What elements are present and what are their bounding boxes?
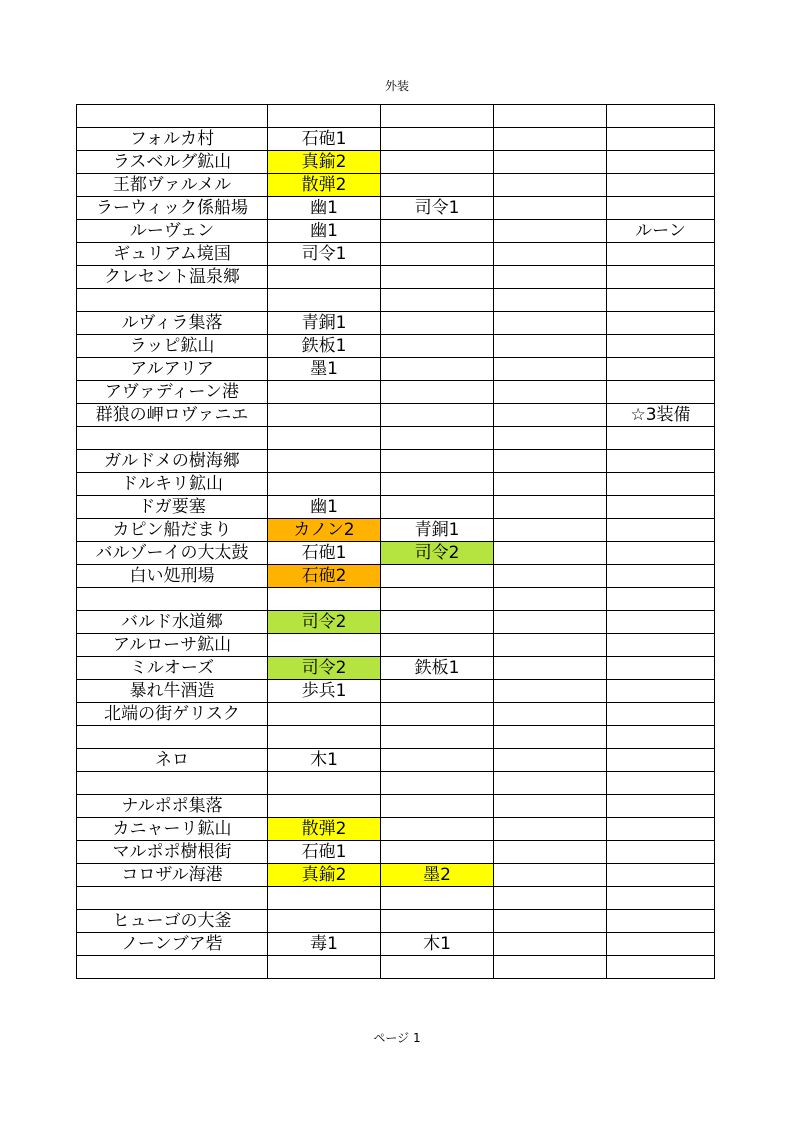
cell-item-2[interactable] — [381, 795, 494, 818]
cell-item-3[interactable] — [494, 841, 607, 864]
cell-item-2[interactable] — [381, 151, 494, 174]
cell-location[interactable]: アルローサ鉱山 — [77, 634, 268, 657]
cell-note[interactable] — [607, 726, 715, 749]
cell-item-3[interactable] — [494, 657, 607, 680]
cell-item-3[interactable] — [494, 105, 607, 128]
table-row — [77, 703, 715, 726]
cell-item-1[interactable] — [268, 726, 381, 749]
cell-note[interactable] — [607, 105, 715, 128]
cell-note[interactable] — [607, 634, 715, 657]
cell-location[interactable]: アルアリア — [77, 358, 268, 381]
table-row — [77, 565, 715, 588]
cell-item-2[interactable] — [381, 266, 494, 289]
cell-note[interactable] — [607, 956, 715, 979]
cell-location[interactable] — [77, 887, 268, 910]
cell-item-1[interactable] — [268, 634, 381, 657]
cell-item-2[interactable]: 木1 — [381, 933, 494, 956]
cell-location[interactable] — [77, 289, 268, 312]
cell-item-2[interactable] — [381, 565, 494, 588]
cell-location[interactable]: マルポポ樹根街 — [77, 841, 268, 864]
cell-item-3[interactable] — [494, 864, 607, 887]
table-row — [77, 105, 715, 128]
cell-item-2[interactable] — [381, 818, 494, 841]
cell-location[interactable] — [77, 588, 268, 611]
cell-item-3[interactable] — [494, 128, 607, 151]
cell-location[interactable]: 王都ヴァルメル — [77, 174, 268, 197]
cell-note[interactable] — [607, 749, 715, 772]
table-row — [77, 795, 715, 818]
table-row — [77, 151, 715, 174]
cell-item-1[interactable]: 司令2 — [268, 611, 381, 634]
table-row — [77, 174, 715, 197]
cell-item-3[interactable] — [494, 220, 607, 243]
table-row — [77, 312, 715, 335]
cell-item-3[interactable] — [494, 634, 607, 657]
cell-item-1[interactable]: 真鍮2 — [268, 864, 381, 887]
cell-location[interactable] — [77, 956, 268, 979]
table-row — [77, 404, 715, 427]
cell-location[interactable]: コロザル海港 — [77, 864, 268, 887]
table-row — [77, 128, 715, 151]
cell-item-1[interactable]: 石砲1 — [268, 128, 381, 151]
cell-item-3[interactable] — [494, 956, 607, 979]
cell-location[interactable]: ミルオーズ — [77, 657, 268, 680]
table-row — [77, 450, 715, 473]
cell-item-3[interactable] — [494, 772, 607, 795]
cell-item-1[interactable] — [268, 289, 381, 312]
cell-item-3[interactable] — [494, 404, 607, 427]
cell-item-1[interactable]: 幽1 — [268, 197, 381, 220]
cell-note[interactable] — [607, 266, 715, 289]
cell-item-1[interactable] — [268, 887, 381, 910]
cell-item-2[interactable] — [381, 381, 494, 404]
cell-item-3[interactable] — [494, 174, 607, 197]
cell-location[interactable] — [77, 427, 268, 450]
page-footer-number: ページ 1 — [373, 1031, 421, 1045]
spreadsheet-table — [76, 104, 715, 979]
table-row — [77, 818, 715, 841]
table-row — [77, 749, 715, 772]
table-row — [77, 519, 715, 542]
table-row — [77, 542, 715, 565]
cell-location[interactable]: バルゾーイの大太鼓 — [77, 542, 268, 565]
cell-location[interactable]: ラーウィック係船場 — [77, 197, 268, 220]
cell-item-2[interactable]: 青銅1 — [381, 519, 494, 542]
cell-location[interactable] — [77, 726, 268, 749]
cell-item-2[interactable] — [381, 358, 494, 381]
cell-note[interactable] — [607, 174, 715, 197]
cell-item-1[interactable] — [268, 910, 381, 933]
cell-item-2[interactable] — [381, 473, 494, 496]
cell-note[interactable]: ルーン — [607, 220, 715, 243]
cell-item-3[interactable] — [494, 289, 607, 312]
table-row — [77, 680, 715, 703]
cell-note[interactable] — [607, 151, 715, 174]
cell-item-3[interactable] — [494, 266, 607, 289]
cell-note[interactable] — [607, 864, 715, 887]
cell-item-1[interactable] — [268, 772, 381, 795]
cell-location[interactable]: ラスベルグ鉱山 — [77, 151, 268, 174]
cell-item-1[interactable]: 石砲1 — [268, 542, 381, 565]
cell-item-2[interactable] — [381, 611, 494, 634]
cell-location[interactable]: ルーヴェン — [77, 220, 268, 243]
cell-note[interactable] — [607, 381, 715, 404]
table-row — [77, 496, 715, 519]
cell-item-1[interactable] — [268, 266, 381, 289]
cell-item-3[interactable] — [494, 450, 607, 473]
table-row — [77, 473, 715, 496]
cell-item-1[interactable] — [268, 105, 381, 128]
cell-note[interactable] — [607, 197, 715, 220]
cell-note[interactable] — [607, 680, 715, 703]
cell-item-1[interactable] — [268, 956, 381, 979]
cell-item-3[interactable] — [494, 381, 607, 404]
cell-item-1[interactable]: 木1 — [268, 749, 381, 772]
cell-item-1[interactable]: カノン2 — [268, 519, 381, 542]
cell-item-3[interactable] — [494, 565, 607, 588]
cell-item-3[interactable] — [494, 151, 607, 174]
table-row — [77, 289, 715, 312]
cell-note[interactable] — [607, 542, 715, 565]
cell-item-2[interactable] — [381, 910, 494, 933]
cell-item-2[interactable] — [381, 496, 494, 519]
cell-location[interactable]: カニャーリ鉱山 — [77, 818, 268, 841]
cell-item-2[interactable] — [381, 634, 494, 657]
cell-location[interactable]: ヒューゴの大釜 — [77, 910, 268, 933]
cell-note[interactable] — [607, 496, 715, 519]
cell-item-1[interactable] — [268, 450, 381, 473]
table-row — [77, 243, 715, 266]
table-row — [77, 841, 715, 864]
cell-item-2[interactable] — [381, 588, 494, 611]
table-row — [77, 358, 715, 381]
cell-note[interactable] — [607, 657, 715, 680]
cell-note[interactable]: ☆3装備 — [607, 404, 715, 427]
cell-item-3[interactable] — [494, 703, 607, 726]
cell-location[interactable]: ナルポポ集落 — [77, 795, 268, 818]
cell-item-2[interactable] — [381, 956, 494, 979]
cell-item-3[interactable] — [494, 335, 607, 358]
cell-item-1[interactable]: 石砲2 — [268, 565, 381, 588]
cell-item-2[interactable] — [381, 243, 494, 266]
cell-item-3[interactable] — [494, 910, 607, 933]
cell-item-1[interactable] — [268, 427, 381, 450]
table-row — [77, 381, 715, 404]
cell-note[interactable] — [607, 910, 715, 933]
table-row — [77, 266, 715, 289]
cell-item-1[interactable]: 青銅1 — [268, 312, 381, 335]
cell-item-3[interactable] — [494, 588, 607, 611]
cell-location[interactable]: ネロ — [77, 749, 268, 772]
cell-note[interactable] — [607, 358, 715, 381]
cell-item-2[interactable] — [381, 450, 494, 473]
cell-item-3[interactable] — [494, 887, 607, 910]
cell-note[interactable] — [607, 818, 715, 841]
cell-item-3[interactable] — [494, 726, 607, 749]
cell-note[interactable] — [607, 312, 715, 335]
cell-location[interactable] — [77, 105, 268, 128]
cell-item-2[interactable]: 鉄板1 — [381, 657, 494, 680]
cell-item-3[interactable] — [494, 749, 607, 772]
cell-note[interactable] — [607, 335, 715, 358]
cell-note[interactable] — [607, 243, 715, 266]
cell-item-1[interactable]: 石砲1 — [268, 841, 381, 864]
cell-note[interactable] — [607, 289, 715, 312]
cell-location[interactable]: ルヴィラ集落 — [77, 312, 268, 335]
cell-location[interactable]: ノーンブア砦 — [77, 933, 268, 956]
table-row — [77, 588, 715, 611]
cell-location[interactable]: カピン船だまり — [77, 519, 268, 542]
cell-note[interactable] — [607, 473, 715, 496]
cell-location[interactable]: フォルカ村 — [77, 128, 268, 151]
cell-item-3[interactable] — [494, 680, 607, 703]
spreadsheet-body — [77, 105, 715, 979]
table-row — [77, 956, 715, 979]
cell-item-3[interactable] — [494, 818, 607, 841]
cell-item-2[interactable] — [381, 174, 494, 197]
cell-item-2[interactable] — [381, 220, 494, 243]
cell-item-3[interactable] — [494, 473, 607, 496]
cell-note[interactable] — [607, 565, 715, 588]
cell-location[interactable]: 暴れ牛酒造 — [77, 680, 268, 703]
cell-item-1[interactable] — [268, 381, 381, 404]
cell-location[interactable] — [77, 772, 268, 795]
cell-item-1[interactable]: 歩兵1 — [268, 680, 381, 703]
table-row — [77, 933, 715, 956]
cell-note[interactable] — [607, 611, 715, 634]
cell-item-1[interactable]: 幽1 — [268, 220, 381, 243]
cell-item-2[interactable]: 司令2 — [381, 542, 494, 565]
page-header-title: 外装 — [384, 79, 409, 93]
table-row — [77, 772, 715, 795]
cell-note[interactable] — [607, 772, 715, 795]
cell-item-2[interactable] — [381, 427, 494, 450]
cell-item-2[interactable] — [381, 841, 494, 864]
cell-item-1[interactable]: 真鍮2 — [268, 151, 381, 174]
cell-item-2[interactable] — [381, 772, 494, 795]
cell-note[interactable] — [607, 519, 715, 542]
cell-item-3[interactable] — [494, 611, 607, 634]
cell-item-2[interactable]: 司令1 — [381, 197, 494, 220]
cell-item-3[interactable] — [494, 542, 607, 565]
cell-item-3[interactable] — [494, 427, 607, 450]
cell-note[interactable] — [607, 450, 715, 473]
cell-location[interactable]: 白い処刑場 — [77, 565, 268, 588]
cell-item-2[interactable] — [381, 703, 494, 726]
cell-item-3[interactable] — [494, 312, 607, 335]
cell-item-1[interactable] — [268, 795, 381, 818]
table-row — [77, 726, 715, 749]
cell-item-2[interactable] — [381, 335, 494, 358]
cell-item-1[interactable]: 毒1 — [268, 933, 381, 956]
cell-location[interactable]: アヴァディーン港 — [77, 381, 268, 404]
cell-item-2[interactable] — [381, 312, 494, 335]
cell-item-1[interactable]: 墨1 — [268, 358, 381, 381]
cell-note[interactable] — [607, 588, 715, 611]
cell-item-1[interactable] — [268, 588, 381, 611]
cell-item-1[interactable]: 散弾2 — [268, 818, 381, 841]
cell-location[interactable]: 北端の街ゲリスク — [77, 703, 268, 726]
cell-item-3[interactable] — [494, 358, 607, 381]
table-row — [77, 887, 715, 910]
table-row — [77, 611, 715, 634]
cell-location[interactable]: ギュリアム境国 — [77, 243, 268, 266]
cell-item-2[interactable] — [381, 887, 494, 910]
table-row — [77, 910, 715, 933]
cell-item-3[interactable] — [494, 795, 607, 818]
cell-location[interactable]: ガルドメの樹海郷 — [77, 450, 268, 473]
cell-item-2[interactable] — [381, 105, 494, 128]
table-row — [77, 864, 715, 887]
cell-note[interactable] — [607, 933, 715, 956]
cell-item-1[interactable]: 司令2 — [268, 657, 381, 680]
cell-location[interactable]: ドガ要塞 — [77, 496, 268, 519]
cell-note[interactable] — [607, 703, 715, 726]
cell-location[interactable]: ドルキリ鉱山 — [77, 473, 268, 496]
cell-item-2[interactable] — [381, 726, 494, 749]
table-row — [77, 335, 715, 358]
cell-item-2[interactable] — [381, 749, 494, 772]
cell-item-1[interactable]: 幽1 — [268, 496, 381, 519]
cell-item-3[interactable] — [494, 243, 607, 266]
cell-location[interactable]: ラッピ鉱山 — [77, 335, 268, 358]
cell-item-2[interactable] — [381, 680, 494, 703]
cell-location[interactable]: 群狼の岬ロヴァニエ — [77, 404, 268, 427]
cell-item-3[interactable] — [494, 197, 607, 220]
cell-item-1[interactable] — [268, 703, 381, 726]
cell-item-2[interactable] — [381, 289, 494, 312]
table-row — [77, 634, 715, 657]
cell-item-3[interactable] — [494, 496, 607, 519]
cell-item-1[interactable] — [268, 404, 381, 427]
cell-location[interactable]: バルド水道郷 — [77, 611, 268, 634]
cell-note[interactable] — [607, 841, 715, 864]
cell-item-2[interactable] — [381, 128, 494, 151]
cell-note[interactable] — [607, 427, 715, 450]
cell-item-1[interactable]: 鉄板1 — [268, 335, 381, 358]
cell-item-3[interactable] — [494, 519, 607, 542]
cell-item-2[interactable] — [381, 404, 494, 427]
cell-item-2[interactable]: 墨2 — [381, 864, 494, 887]
cell-location[interactable]: クレセント温泉郷 — [77, 266, 268, 289]
cell-item-1[interactable] — [268, 473, 381, 496]
table-row — [77, 657, 715, 680]
cell-note[interactable] — [607, 887, 715, 910]
table-row — [77, 220, 715, 243]
cell-item-3[interactable] — [494, 933, 607, 956]
cell-item-1[interactable]: 散弾2 — [268, 174, 381, 197]
table-row — [77, 427, 715, 450]
cell-note[interactable] — [607, 128, 715, 151]
table-row — [77, 197, 715, 220]
cell-item-1[interactable]: 司令1 — [268, 243, 381, 266]
cell-note[interactable] — [607, 795, 715, 818]
